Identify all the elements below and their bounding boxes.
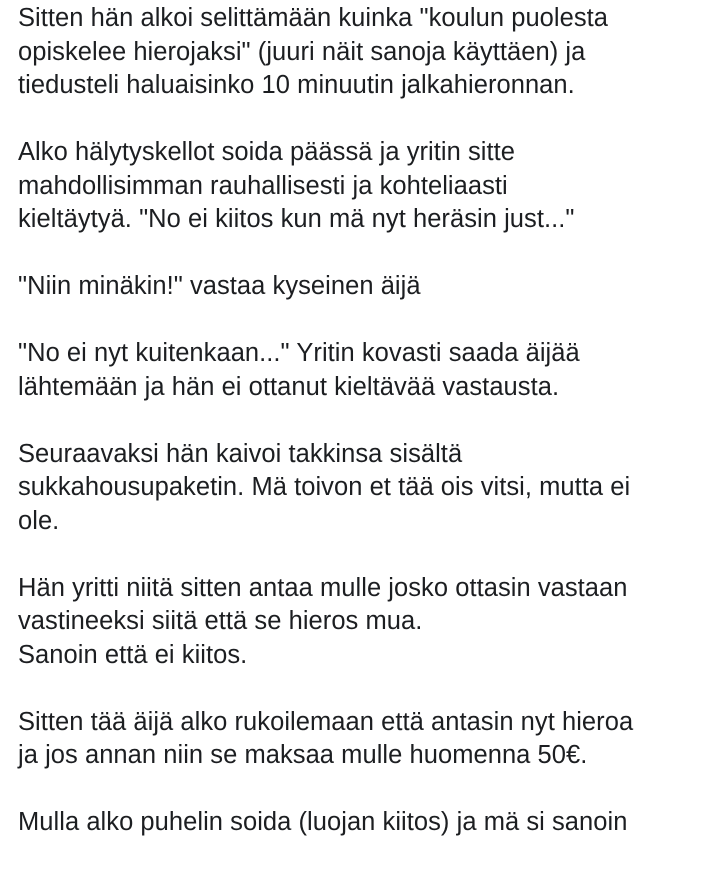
- text-line: kieltäytyä. "No ei kiitos kun mä nyt heräsin just...": [18, 205, 575, 233]
- post-paragraph: [18, 2, 718, 103]
- post-paragraph: [18, 270, 718, 304]
- post-paragraph: [18, 136, 718, 237]
- text-line: Alko hälytyskellot soida päässä ja yritin sitte: [18, 138, 515, 166]
- text-line: Mulla alko puhelin soida (luojan kiitos) ja mä si sanoin: [18, 808, 628, 836]
- text-line: ole.: [18, 506, 60, 535]
- post-paragraph: [18, 438, 718, 539]
- text-line: Hän yritti niitä sitten antaa mulle josko ottasin vastaan: [18, 573, 628, 602]
- text-line: vastineeksi siitä että se hieros mua.: [18, 607, 423, 635]
- text-line: "Niin minäkin!" vastaa kyseinen äijä: [18, 272, 421, 300]
- post-paragraph: [18, 337, 718, 404]
- text-line: Sanoin että ei kiitos.: [18, 640, 248, 669]
- text-line: lähtemään ja hän ei ottanut kieltävää vastausta.: [18, 372, 560, 401]
- text-line: sukkahousupaketin. Mä toivon et tää ois vitsi, mutta ei: [18, 473, 631, 501]
- post-paragraph: [18, 572, 718, 673]
- text-line: Sitten hän alkoi selittämään kuinka "koulun puolesta: [18, 4, 609, 32]
- text-line: "No ei nyt kuitenkaan..." Yritin kovasti saada äijää: [18, 339, 580, 367]
- text-line: Sitten tää äijä alko rukoilemaan että antasin nyt hieroa: [18, 707, 634, 736]
- post-paragraph: [18, 706, 718, 773]
- text-line: Seuraavaksi hän kaivoi takkinsa sisältä: [18, 439, 463, 468]
- post-body-text: [18, 2, 718, 873]
- text-line: mahdollisimman rauhallisesti ja kohteliaasti: [18, 171, 508, 200]
- text-line: opiskelee hierojaksi" (juuri näit sanoja käyttäen) ja: [18, 37, 586, 66]
- text-line: ja jos annan niin se maksaa mulle huomenna 50€.: [18, 741, 588, 769]
- text-line: tiedusteli haluaisinko 10 minuutin jalkahieronnan.: [18, 71, 575, 99]
- post-paragraph: [18, 806, 718, 840]
